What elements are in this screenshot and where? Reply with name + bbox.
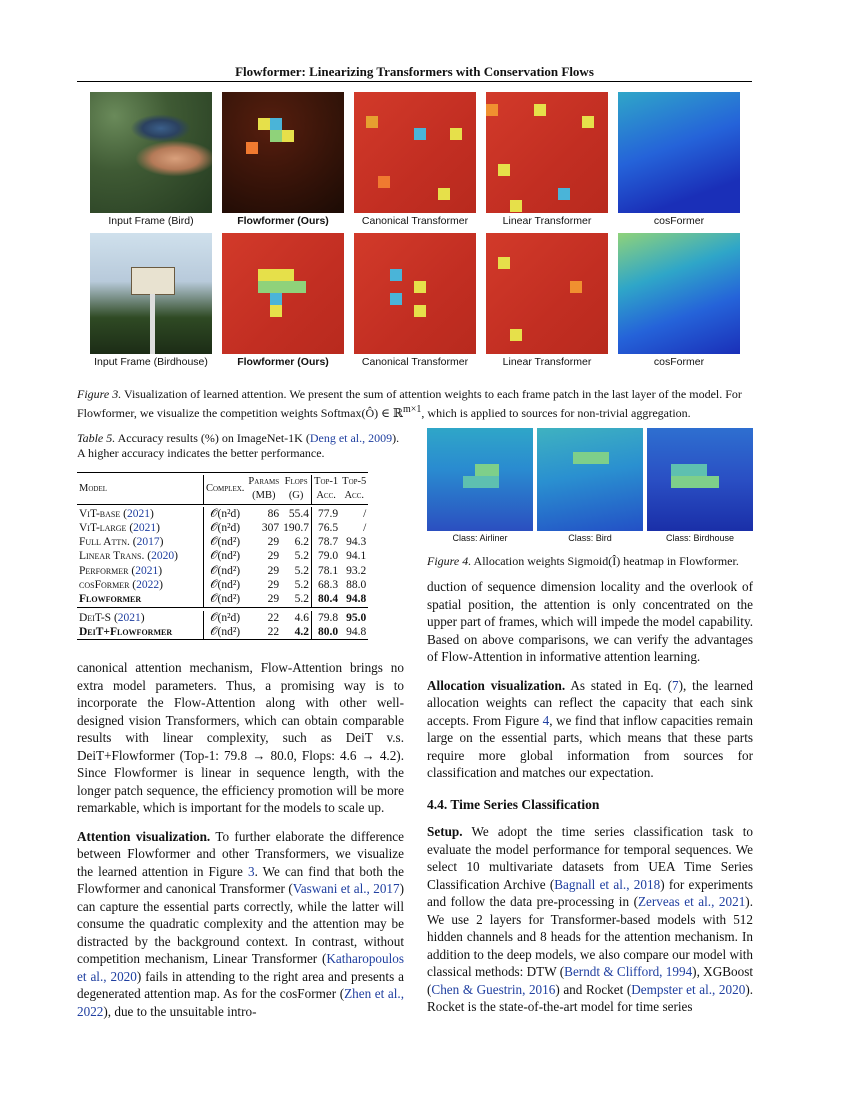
- figure-caption-label: Class: Bird: [568, 533, 612, 543]
- table-cell-flops: 5.2: [294, 564, 310, 577]
- table-cell-model: DeiT-S: [79, 611, 112, 624]
- paragraph: Setup. We adopt the time series classification task to evaluate the model performance for temporal sequences. We select 10 multivariate datasets from UEA Time Series Classification Archive (Bagnall et al., 2018) for experiments and follow the data pre-processing in (Zerveas et al., 2021). We use 2 layers for Transformer-based models with 512 hidden channels and 8 heads for the attention mechanism. In addition to the deep models, we also compare our model with classical methods: DTW (Berndt & Clifford, 1994), XGBoost (Chen & Guestrin, 2016) and Rocket (Dempster et al., 2020). Rocket is the state-of-the-art model for time series: [427, 824, 754, 1014]
- table-cell-model: ViT-base: [79, 507, 121, 520]
- table-row: DeiT-S (2021) 𝒪(n²d) 22 4.6 79.8 95.0: [79, 611, 367, 624]
- table-cell-complex: 𝒪(nd²): [210, 564, 241, 577]
- table-cell-top5: 93.2: [346, 564, 367, 577]
- bird-allocation-heatmap: [537, 428, 643, 531]
- table-row: ViT-large (2021) 𝒪(n²d) 307 190.7 76.5 /: [79, 521, 367, 534]
- figure-caption-label: cosFormer: [653, 215, 705, 227]
- table-cell-top1: 68.3: [318, 579, 339, 592]
- bird-cosformer-heatmap: [618, 92, 740, 213]
- table-row: Performer (2021) 𝒪(nd²) 29 5.2 78.1 93.2: [79, 564, 367, 577]
- table-cell-top1: 77.9: [318, 507, 339, 520]
- table-cell-top1: 78.1: [318, 564, 339, 577]
- table-cell-params: 86: [267, 507, 280, 520]
- table-cell-top5: 94.8: [346, 625, 367, 638]
- table-cell-model: ViT-large: [79, 521, 127, 534]
- section-heading: 4.4. Time Series Classification: [427, 796, 600, 812]
- table-cell-top1: 78.7: [318, 536, 339, 549]
- birdhouse-linear-heatmap: [486, 233, 608, 354]
- figure-ref-link[interactable]: 4: [542, 712, 550, 728]
- table-cell-top5: 94.1: [346, 550, 367, 563]
- table-cell-complex: 𝒪(nd²): [210, 536, 241, 549]
- citation-link[interactable]: Chen & Guestrin, 2016: [431, 981, 556, 997]
- table-cell-flops: 5.2: [294, 550, 310, 563]
- citation-link[interactable]: Zerveas et al., 2021: [637, 894, 746, 909]
- table-row: [77, 625, 368, 640]
- citation-link[interactable]: 2021: [135, 564, 159, 577]
- table-cell-top1: 80.0: [318, 625, 339, 638]
- figure-caption-label: Canonical Transformer: [361, 215, 469, 227]
- table-cell-flops: 4.2: [294, 625, 310, 638]
- table-cell-top1: 76.5: [318, 521, 339, 534]
- table-cell-top5: 94.8: [346, 593, 367, 606]
- paragraph: canonical attention mechanism, Flow-Attention brings no extra model parameters. Thus, a promising way is to incorporate the Flow-Attention along with other well-designed vision Transformers, which can obtain comparable results with linear complexity, such as DeiT v.s. DeiT+Flowformer (Top-1: 79.8 → 80.0, Flops: 4.6 → 4.2). Since Flowformer is linear in sequence length, with the longer patch sequence, the efficiency promotion will be more remarkable, which is important for the models to scale up.: [77, 660, 404, 815]
- citation-link[interactable]: Katharopoulos et al., 2020: [77, 951, 404, 984]
- table-row: [77, 592, 368, 607]
- citation-link[interactable]: 2021: [133, 521, 157, 534]
- paragraph: Attention visualization. To further elaborate the difference between Flowformer and other Transformers, we visualize the learned attention in Figure 3. We can find that both the Flowformer and canonical Transformer (Vaswani et al., 2017) can capture the essential parts correctly, while the latter will consume the quadratic complexity and the attention may be distracted by the background context. In contrast, without competition mechanism, Linear Transformer (Katharopoulos et al., 2020) fails in attending to the right area and presents a degenerated attention map. As for the cosFormer (Zhen et al., 2022), due to the unsuitable intro-: [77, 828, 405, 1019]
- table-cell-model: DeiT+Flowformer: [79, 625, 173, 638]
- table-cell-params: 307: [261, 521, 280, 534]
- table-cell-flops: 6.2: [294, 536, 310, 549]
- paragraph: duction of sequence dimension locality and the overlook of spatial position, the attention is only concentrated on the upper part of frames, which will impede the model capability. Based on above comparisons, we can verify the advantages of Flow-Attention in informative attention learning.: [427, 579, 753, 664]
- birdhouse-input-image: [90, 233, 212, 354]
- birdhouse-cosformer-heatmap: [618, 233, 740, 354]
- citation-link[interactable]: Deng et al., 2009: [309, 431, 393, 445]
- figure-caption-label: Linear Transformer: [502, 215, 592, 227]
- figure-3: [90, 92, 740, 371]
- bird-flowformer-heatmap: [222, 92, 344, 213]
- figure-caption-label: Class: Birdhouse: [665, 533, 735, 543]
- figure-caption-label: Flowformer (Ours): [237, 356, 329, 368]
- citation-link[interactable]: Bagnall et al., 2018: [554, 876, 661, 892]
- header-rule: [77, 81, 752, 82]
- equation-ref-link[interactable]: 7: [671, 677, 679, 693]
- figure-caption-label: Linear Transformer: [502, 356, 592, 368]
- figure-4-caption: Figure 4. Allocation weights Sigmoid(Î) heatmap in Flowformer.: [427, 554, 739, 568]
- birdhouse-allocation-heatmap: [647, 428, 753, 531]
- table-row: ViT-base (2021) 𝒪(n²d) 86 55.4 77.9 /: [79, 507, 367, 520]
- figure-caption-label: Canonical Transformer: [361, 356, 469, 368]
- table-cell-top5: /: [363, 507, 367, 520]
- table-cell-model: Flowformer: [79, 593, 142, 606]
- table-cell-params: 29: [267, 579, 280, 592]
- table-cell-top1: 79.8: [318, 611, 339, 624]
- bird-input-image: [90, 92, 212, 213]
- table-cell-flops: 5.2: [294, 579, 310, 592]
- figure-3-row-birdhouse: [90, 233, 740, 371]
- figure-caption-label: Flowformer (Ours): [237, 215, 329, 227]
- table-cell-model: cosFormer: [79, 579, 130, 592]
- table-cell-model: Performer: [79, 564, 129, 577]
- table-row: Linear Trans. (2020) 𝒪(nd²) 29 5.2 79.0 94.1: [79, 550, 367, 563]
- citation-link[interactable]: Vaswani et al., 2017: [292, 881, 400, 896]
- citation-link[interactable]: Berndt & Clifford, 1994: [564, 964, 693, 979]
- table-cell-model: Linear Trans.: [79, 550, 145, 563]
- figure-caption-label: Input Frame (Birdhouse): [94, 356, 208, 368]
- birdhouse-canonical-heatmap: [354, 233, 476, 354]
- figure-3-caption: Figure 3. Visualization of learned attention. We present the sum of attention weights to each frame patch in the last layer of the model. For Flowformer, we visualize the competition weights Softmax(Ô) ∈ ℝ$^{m\times 1}$, which is applied to sources for non-trivial aggregation.: [77, 387, 742, 420]
- table-cell-complex: 𝒪(nd²): [210, 625, 241, 638]
- table-header: Model Complex. Params (MB) Flops (G) Top-1 Acc. Top-5 Acc.: [77, 475, 368, 504]
- table-cell-params: 22: [267, 611, 280, 624]
- table-cell-flops: 4.6: [294, 611, 310, 624]
- figure-caption-label: cosFormer: [653, 356, 705, 368]
- table-cell-params: 29: [267, 564, 280, 577]
- table-cell-params: 29: [267, 593, 280, 606]
- table-cell-complex: 𝒪(n²d): [210, 507, 241, 520]
- bird-canonical-heatmap: [354, 92, 476, 213]
- table-cell-params: 29: [267, 550, 280, 563]
- citation-link[interactable]: Dempster et al., 2020: [631, 981, 746, 997]
- table-cell-params: 22: [267, 625, 280, 638]
- table-cell-top5: 94.3: [346, 536, 367, 549]
- table-cell-complex: 𝒪(n²d): [210, 611, 241, 624]
- table-cell-top1: 79.0: [318, 550, 339, 563]
- table-cell-top5: 95.0: [346, 611, 367, 624]
- figure-4: [427, 428, 753, 545]
- figure-ref-link[interactable]: 3: [247, 863, 255, 879]
- citation-link[interactable]: 2021: [117, 611, 141, 624]
- table-cell-params: 29: [267, 536, 280, 549]
- table-cell-complex: 𝒪(nd²): [210, 579, 241, 592]
- table-cell-model: Full Attn.: [79, 536, 130, 549]
- birdhouse-flowformer-heatmap: [222, 233, 344, 354]
- citation-link[interactable]: Zhen et al., 2022: [77, 986, 404, 1019]
- figure-3-row-bird: [90, 92, 740, 230]
- table-cell-flops: 5.2: [294, 593, 310, 606]
- right-column: [427, 578, 753, 1016]
- table-5-caption: Table 5. Accuracy results (%) on ImageNet-1K (Deng et al., 2009). A higher accuracy indicates the better performance.: [77, 431, 400, 460]
- table-cell-top5: 88.0: [346, 579, 367, 592]
- table-cell-complex: 𝒪(nd²): [210, 593, 241, 606]
- table-cell-top1: 80.4: [318, 593, 339, 606]
- citation-link[interactable]: 2020: [151, 550, 175, 563]
- table-cell-complex: 𝒪(nd²): [210, 550, 241, 563]
- running-header: Flowformer: Linearizing Transformers with Conservation Flows: [235, 64, 594, 79]
- table-5: [77, 472, 368, 642]
- table-cell-top5: /: [363, 521, 367, 534]
- figure-caption-label: Input Frame (Bird): [108, 215, 194, 227]
- table-cell-complex: 𝒪(n²d): [210, 521, 241, 534]
- citation-link[interactable]: 2022: [136, 579, 160, 592]
- citation-link[interactable]: 2017: [136, 536, 160, 549]
- table-row: cosFormer (2022) 𝒪(nd²) 29 5.2 68.3 88.0: [79, 579, 367, 592]
- table-cell-flops: 190.7: [283, 521, 310, 534]
- figure-caption-label: Class: Airliner: [452, 533, 508, 543]
- table-cell-flops: 55.4: [288, 507, 310, 520]
- paragraph: Allocation visualization. As stated in Eq. (7), the learned allocation weights can reflect the capacity that each sink accepts. From Figure 4, we find that inflow capacities remain large on the essential parts, which means that these parts require more global information from sources for classification and matches our expectation.: [427, 677, 753, 780]
- airliner-heatmap: [427, 428, 533, 531]
- bird-linear-heatmap: [486, 92, 608, 213]
- table-row: Full Attn. (2017) 𝒪(nd²) 29 6.2 78.7 94.3: [79, 536, 367, 549]
- citation-link[interactable]: 2021: [126, 507, 150, 520]
- left-column: [77, 659, 404, 1020]
